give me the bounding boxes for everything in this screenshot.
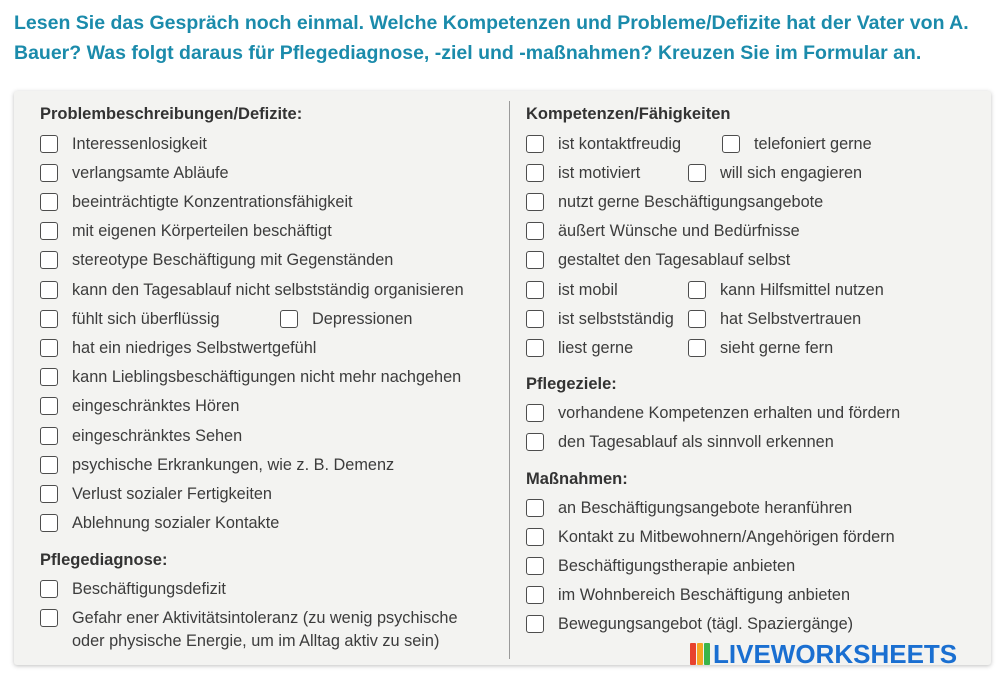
item-label: hat ein niedriges Selbstwertgefühl — [72, 339, 317, 357]
item-label: kann den Tagesablauf nicht selbstständig organisieren — [72, 281, 464, 299]
item-label: will sich engagieren — [720, 164, 863, 182]
checkbox[interactable] — [40, 609, 58, 627]
item-label: eingeschränktes Sehen — [72, 427, 243, 445]
item-label: ist kontaktfreudig — [558, 135, 682, 153]
checkbox[interactable] — [526, 222, 544, 240]
column-divider — [509, 101, 510, 659]
checkbox[interactable] — [40, 251, 58, 269]
checkbox[interactable] — [40, 339, 58, 357]
checkbox[interactable] — [526, 193, 544, 211]
item-label: den Tagesablauf als sinnvoll erkennen — [558, 433, 834, 451]
checkbox[interactable] — [40, 222, 58, 240]
item-label: kann Hilfsmittel nutzen — [720, 281, 884, 299]
checkbox[interactable] — [688, 310, 706, 328]
item-label: mit eigenen Körperteilen beschäftigt — [72, 222, 332, 240]
goals-heading: Pflegeziele: — [526, 375, 617, 393]
checkbox[interactable] — [40, 135, 58, 153]
item-label: Verlust sozialer Fertigkeiten — [72, 485, 272, 503]
item-label: fühlt sich überflüssig — [72, 310, 220, 328]
checkbox[interactable] — [40, 514, 58, 532]
problems-heading: Problembeschreibungen/Defizite: — [40, 105, 303, 123]
checkbox[interactable] — [526, 615, 544, 633]
checkbox[interactable] — [526, 557, 544, 575]
item-label: kann Lieblingsbeschäftigungen nicht mehr nachgehen — [72, 368, 462, 386]
item-label: Ablehnung sozialer Kontakte — [72, 514, 280, 532]
item-label: an Beschäftigungsangebote heranführen — [558, 499, 853, 517]
instructions-text: Lesen Sie das Gespräch noch einmal. Welche Kompetenzen und Probleme/Defizite hat der Vater von A. Bauer? Was folgt daraus für Pflegediagnose, -ziel und -maßnahmen? Kreuzen Sie im Formular an. — [14, 12, 969, 64]
checkbox[interactable] — [40, 456, 58, 474]
checkbox[interactable] — [526, 164, 544, 182]
checkbox[interactable] — [40, 580, 58, 598]
checkbox[interactable] — [526, 528, 544, 546]
item-label: im Wohnbereich Beschäftigung anbieten — [558, 586, 851, 604]
diagnosis-heading: Pflegediagnose: — [40, 551, 168, 569]
checkbox[interactable] — [526, 251, 544, 269]
checkbox[interactable] — [526, 404, 544, 422]
checkbox[interactable] — [40, 485, 58, 503]
item-label: verlangsamte Abläufe — [72, 164, 229, 182]
competences-heading: Kompetenzen/Fähigkeiten — [526, 105, 731, 123]
item-label: beeinträchtigte Konzentrationsfähigkeit — [72, 193, 353, 211]
checkbox[interactable] — [526, 135, 544, 153]
item-label: Interessenlosigkeit — [72, 135, 207, 153]
checkbox[interactable] — [526, 499, 544, 517]
item-label: gestaltet den Tagesablauf selbst — [558, 251, 791, 269]
checkbox[interactable] — [280, 310, 298, 328]
item-label: ist mobil — [558, 281, 618, 299]
checkbox[interactable] — [40, 281, 58, 299]
item-label: sieht gerne fern — [720, 339, 834, 357]
item-label: eingeschränktes Hören — [72, 397, 240, 415]
checkbox[interactable] — [40, 193, 58, 211]
checkbox[interactable] — [40, 164, 58, 182]
measures-heading: Maßnahmen: — [526, 470, 628, 488]
checkbox[interactable] — [40, 310, 58, 328]
item-label: Kontakt zu Mitbewohnern/Angehörigen fördern — [558, 528, 895, 546]
item-label: hat Selbstvertrauen — [720, 310, 862, 328]
item-label: Depressionen — [312, 310, 413, 328]
checkbox[interactable] — [526, 339, 544, 357]
checkbox[interactable] — [526, 586, 544, 604]
checkbox[interactable] — [688, 164, 706, 182]
liveworksheets-logo — [690, 640, 957, 668]
checkbox[interactable] — [526, 433, 544, 451]
item-label: vorhandene Kompetenzen erhalten und fördern — [558, 404, 901, 422]
item-label: Beschäftigungsdefizit — [72, 580, 226, 598]
item-label: psychische Erkrankungen, wie z. B. Demenz — [72, 456, 395, 474]
logo-text: LIVEWORKSHEETS — [713, 638, 958, 669]
item-label: Gefahr ener Aktivitätsintoleranz (zu wenig psychische oder physische Energie, um im Alltag aktiv zu sein) — [72, 609, 458, 650]
logo-mark-icon — [690, 643, 710, 665]
item-label: ist selbstständig — [558, 310, 674, 328]
checkbox[interactable] — [688, 339, 706, 357]
item-label: Beschäftigungstherapie anbieten — [558, 557, 796, 575]
item-label: ist motiviert — [558, 164, 641, 182]
checkbox[interactable] — [40, 397, 58, 415]
checkbox[interactable] — [688, 281, 706, 299]
form-panel — [14, 91, 991, 665]
item-label: nutzt gerne Beschäftigungsangebote — [558, 193, 824, 211]
item-label: telefoniert gerne — [754, 135, 872, 153]
item-label: stereotype Beschäftigung mit Gegenständen — [72, 251, 394, 269]
checkbox[interactable] — [40, 368, 58, 386]
item-label: äußert Wünsche und Bedürfnisse — [558, 222, 800, 240]
item-label: liest gerne — [558, 339, 634, 357]
checkbox[interactable] — [40, 427, 58, 445]
item-label: Bewegungsangebot (tägl. Spaziergänge) — [558, 615, 854, 633]
checkbox[interactable] — [526, 281, 544, 299]
checkbox[interactable] — [722, 135, 740, 153]
checkbox[interactable] — [526, 310, 544, 328]
